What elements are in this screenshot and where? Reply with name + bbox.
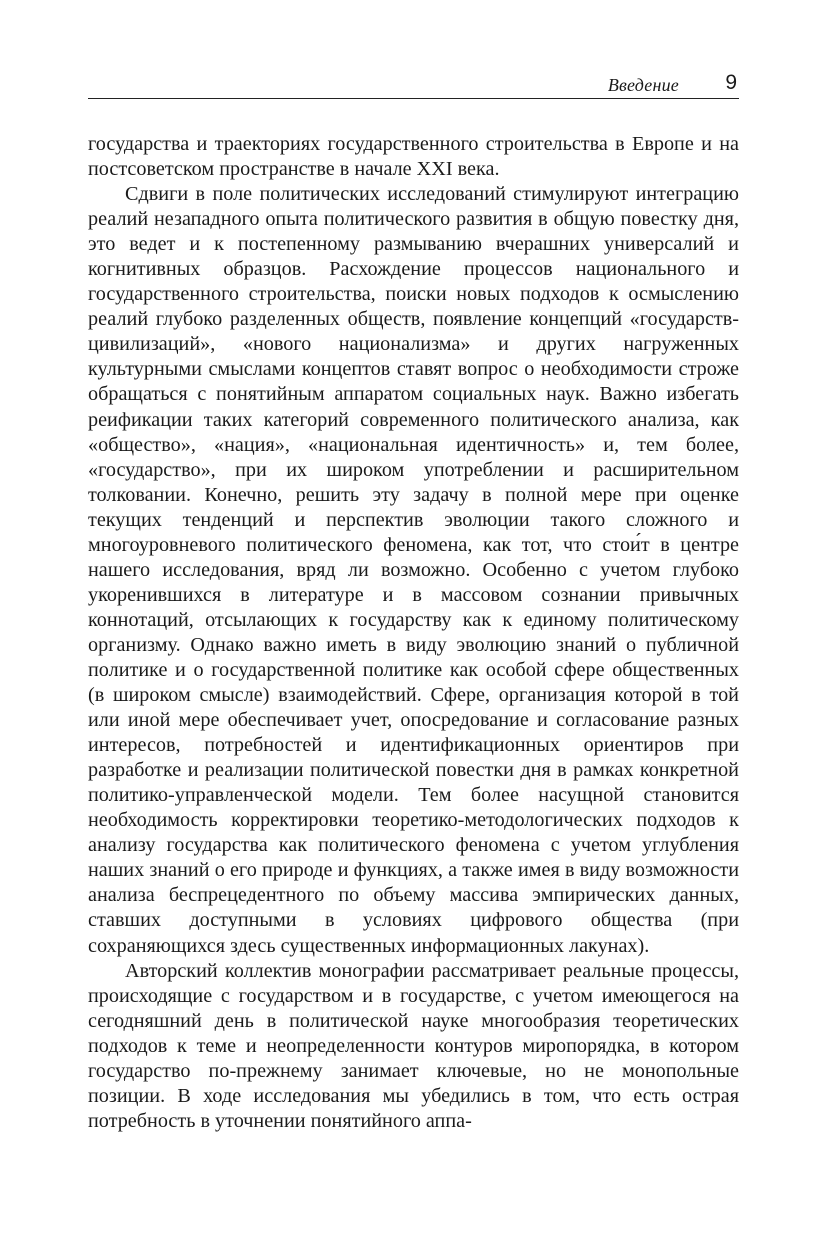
page-header <box>88 70 739 99</box>
paragraph-authors: Авторский коллектив монографии рассматривает реальные процессы, происходящие с государством и в государстве, с учетом имеющегося на сегодняшний день в политической науке многообразия теоретических подходов к теме и неопределенности контуров миропорядка, в котором государство по-прежнему занимает ключевые, но не монопольные позиции. В ходе исследования мы убедились в том, что есть острая потребность в уточнении понятийного аппа- <box>88 959 739 1132</box>
body-text <box>88 132 739 1134</box>
page-number: 9 <box>725 71 737 94</box>
paragraph-continuation: государства и траекториях государственного строительства в Европе и на постсоветском пространстве в начале XXI века. <box>88 133 739 181</box>
running-head: Введение <box>607 75 679 95</box>
paragraph-shifts: Сдвиги в поле политических исследований стимулируют интеграцию реалий незападного опыта политического развития в общую повестку дня, это ведет и к постепенному размыванию вчерашних универсалий и когнитивных образцов. Расхождение процессов национального и государственного строительства, поиски новых подходов к осмыслению реалий глубоко разделенных обществ, появление концепций «государств-цивилизаций», «нового национализма» и других нагруженных культурными смыслами концептов ставят вопрос о необходимости строже обращаться с понятийным аппаратом социальных наук. Важно избегать реификации таких категорий современного политического анализа, как «общество», «нация», «национальная идентичность» и, тем более, «государство», при их широком употреблении и расширительном толковании. Конечно, решить эту задачу в полной мере при оценке текущих тенденций и перспектив эволюции такого сложного и многоуровневого политического феномена, как тот, что стои́т в центре нашего исследования, вряд ли возможно. Особенно с учетом глубоко укоренившихся в литературе и в массовом сознании привычных коннотаций, отсылающих к государству как к единому политическому организму. Однако важно иметь в виду эволюцию знаний о публичной политике и о государственной политике как особой сфере общественных (в широком смысле) взаимодействий. Сфере, организация которой в той или иной мере обеспечивает учет, опосредование и согласование разных интересов, потребностей и идентификационных ориентиров при разработке и реализации политической повестки дня в рамках конкретной политико-управленческой модели. Тем более насущной становится необходимость корректировки теоретико-методологических подходов к анализу государства как политического феномена с учетом углубления наших знаний о его природе и функциях, а также имея в виду возможности анализа беспрецедентного по объему массива эмпирических данных, ставших доступными в условиях цифрового общества (при сохраняющихся здесь существенных информационных лакунах). <box>88 183 739 957</box>
